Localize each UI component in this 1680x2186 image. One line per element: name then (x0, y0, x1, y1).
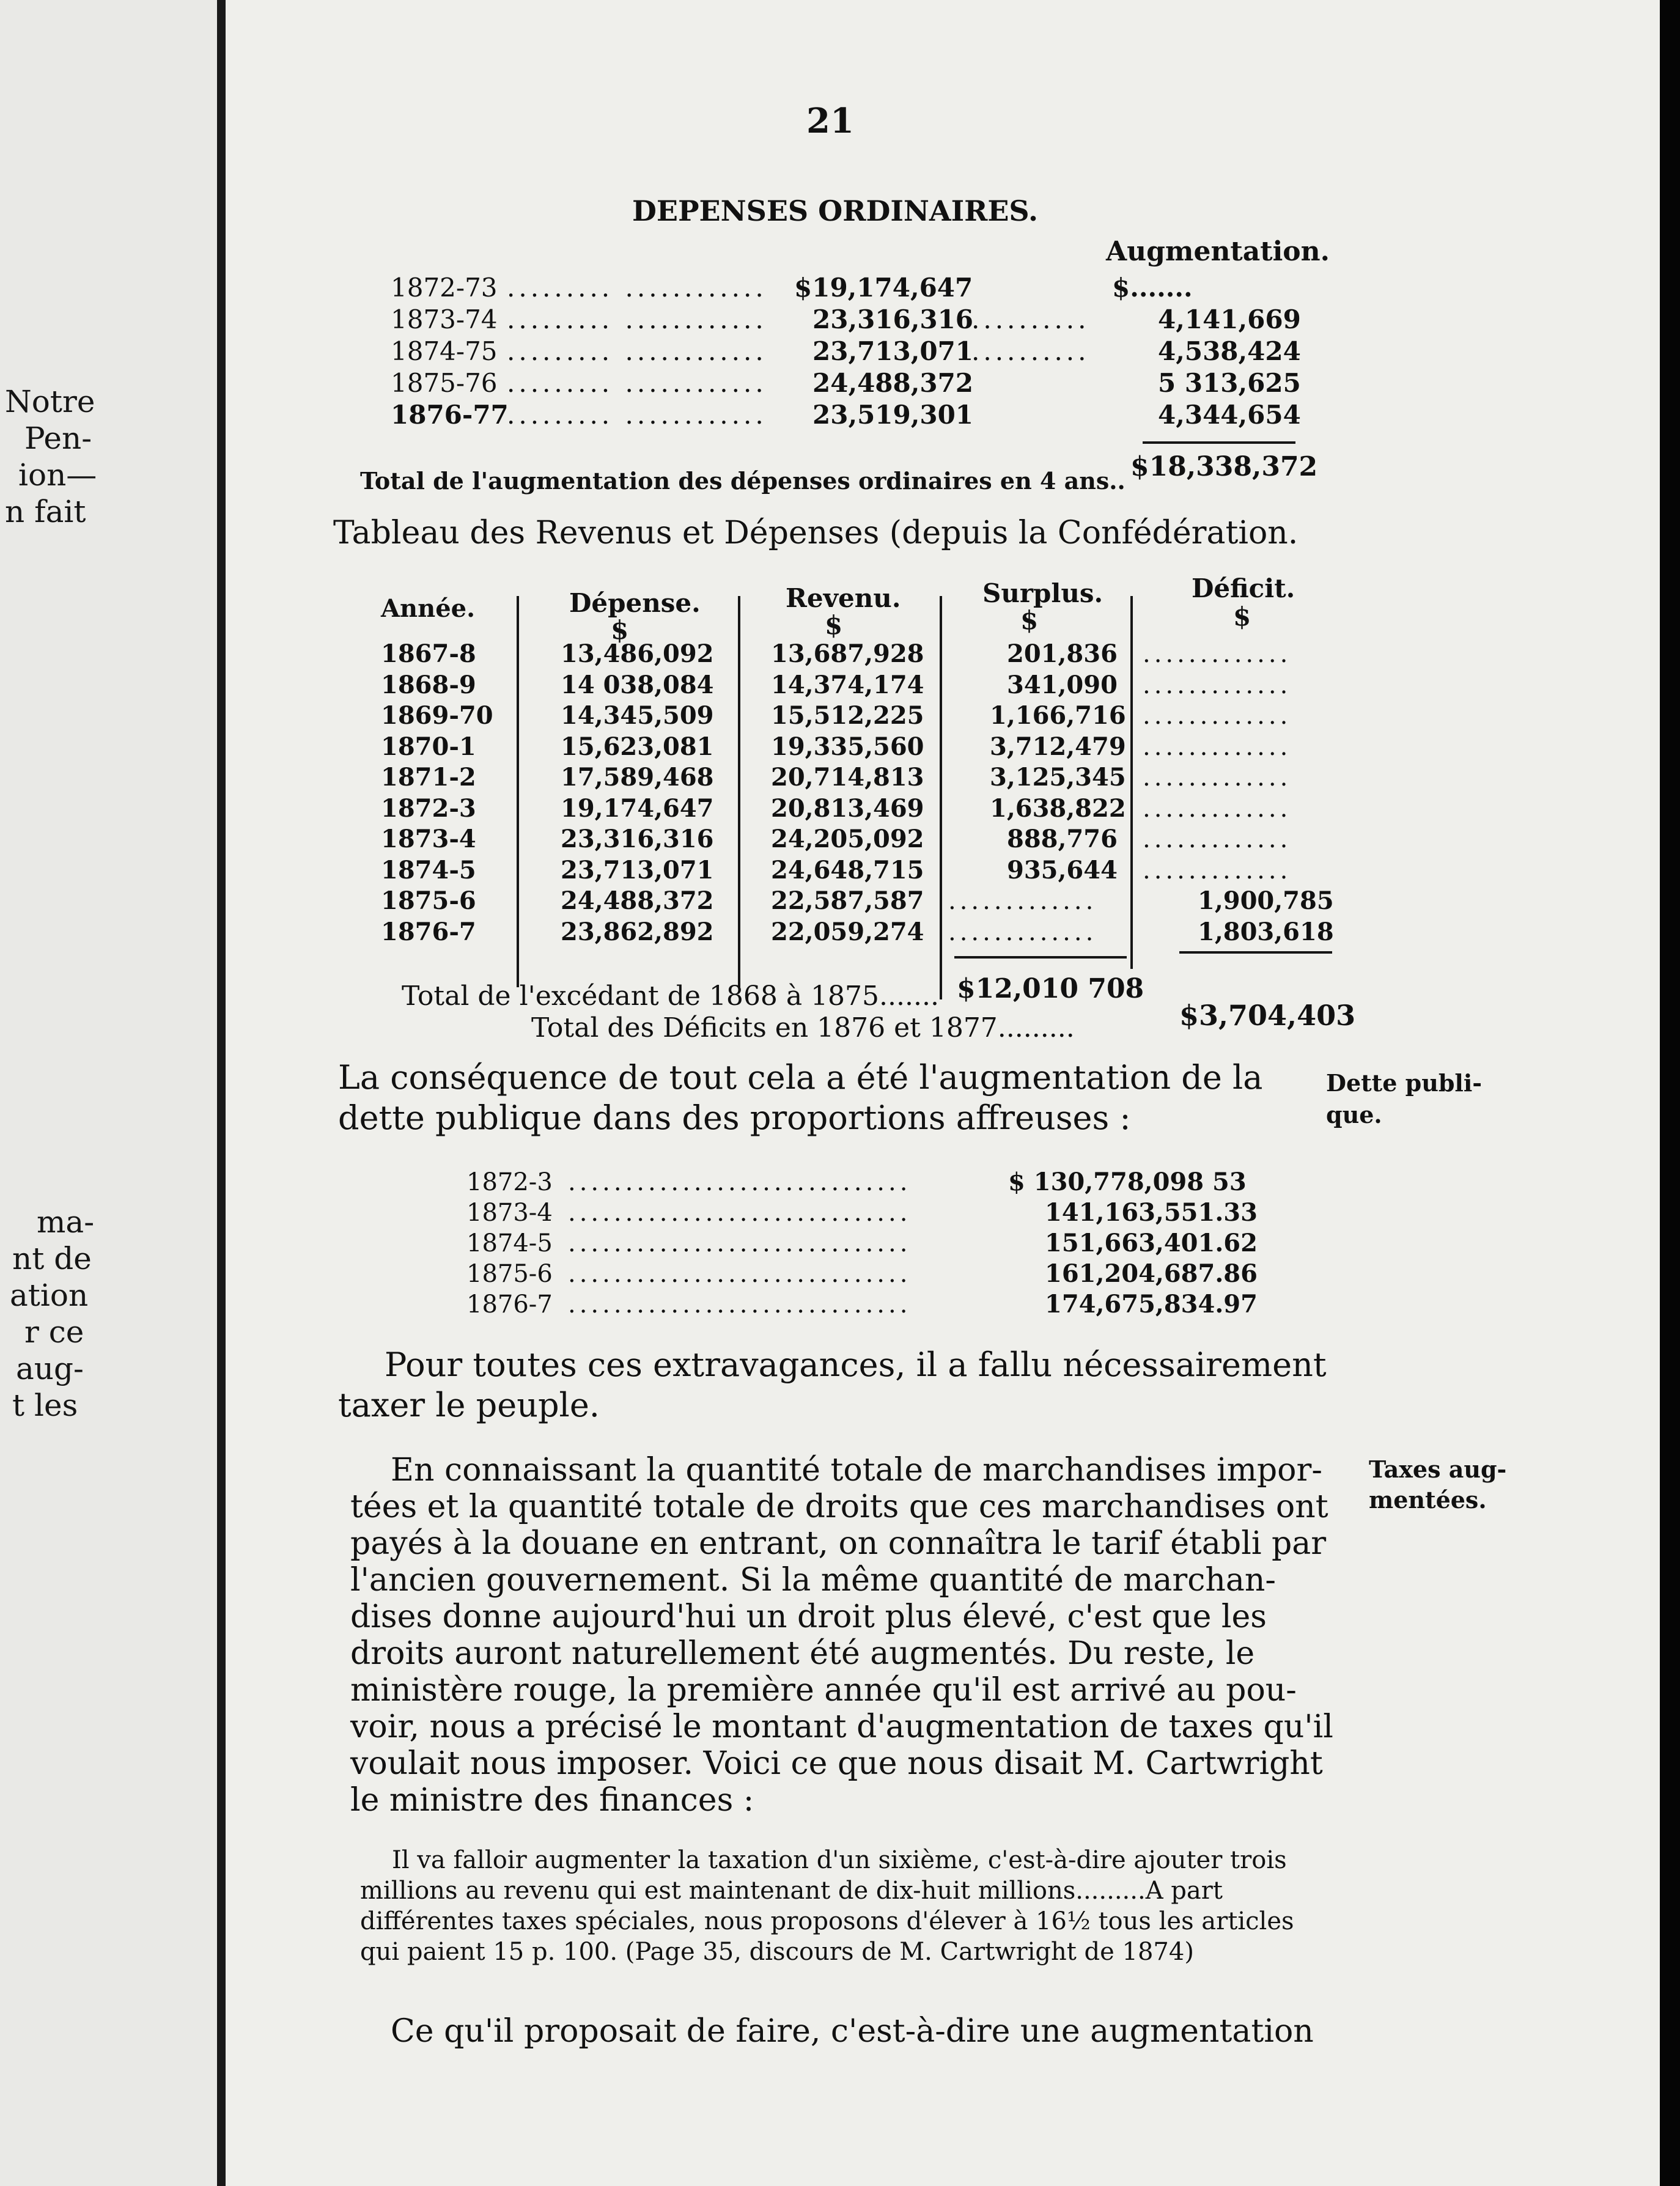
table-cell-revenu: 24,648,715 (771, 855, 924, 885)
table-cell-deficit-empty: ............. (1143, 794, 1292, 823)
left-fragment: nt de (12, 1241, 92, 1276)
paragraph-line: Pour toutes ces extravagances, il a fallu nécessairement (385, 1345, 1327, 1384)
debt-amount: 141,163,551.33 (1045, 1198, 1258, 1227)
debt-paragraph-line: dette publique dans des proportions affreuses : (338, 1099, 1131, 1137)
ordinary-aug: 5 313,625 (1158, 368, 1301, 398)
paragraph-line: ministère rouge, la première année qu'il est arrivé au pou- (350, 1672, 1297, 1709)
table-cell-deficit-empty: ............. (1143, 732, 1292, 761)
leader-dots: ......... ............ (507, 273, 767, 303)
debt-amount: $ 130,778,098 53 (1008, 1168, 1247, 1196)
page-number: 21 (806, 101, 854, 141)
leader-dots: .............................. (568, 1168, 912, 1196)
table-cell-surplus: 3,125,345 (990, 763, 1126, 792)
paragraph-line: dises donne aujourd'hui un droit plus élevé, c'est que les (350, 1599, 1267, 1635)
margin-note-dette: que. (1326, 1101, 1382, 1128)
table-cell-deficit-empty: ............. (1143, 702, 1292, 730)
ordinary-amount: $19,174,647 (794, 273, 973, 303)
column-rule (517, 596, 519, 987)
table-cell-year: 1875-6 (381, 886, 476, 915)
debt-year: 1872-3 (466, 1168, 553, 1196)
debt-amount: 174,675,834.97 (1045, 1290, 1258, 1319)
table-cell-depense: 17,589,468 (561, 763, 714, 792)
table-header-surplus: Surplus. (982, 578, 1103, 608)
ordinary-total-label: Total de l'augmentation des dépenses ordinaires en 4 ans.. (360, 467, 1126, 495)
debt-amount: 151,663,401.62 (1045, 1229, 1258, 1257)
quote-line: qui paient 15 p. 100. (Page 35, discours de M. Cartwright de 1874) (360, 1938, 1194, 1966)
currency-symbol: $ (1233, 602, 1251, 631)
column-rule (738, 596, 740, 987)
quote-line: Il va falloir augmenter la taxation d'un sixième, c'est-à-dire ajouter trois (392, 1846, 1287, 1874)
right-page (226, 0, 1660, 2186)
left-fragment: ation (10, 1278, 89, 1313)
leader-dots: .............................. (568, 1229, 912, 1257)
debt-year: 1874-5 (466, 1229, 553, 1257)
table-cell-surplus-empty: ............. (948, 918, 1097, 946)
table-cell-year: 1876-7 (381, 917, 476, 946)
total-excedant-value: $12,010 708 (957, 973, 1144, 1004)
table-cell-year: 1868-9 (381, 670, 476, 699)
currency-symbol: $ (825, 610, 843, 640)
ordinary-year: 1874-75 (391, 336, 498, 366)
ordinary-amount: 23,316,316 (812, 304, 974, 334)
table-cell-surplus-empty: ............. (948, 887, 1097, 915)
table-header-year: Année. (381, 594, 476, 623)
leader-dots: .......... (971, 304, 1090, 334)
debt-year: 1873-4 (466, 1199, 553, 1227)
left-fragment: n fait (5, 494, 86, 529)
left-fragment: ion— (18, 457, 97, 493)
final-line: Ce qu'il proposait de faire, c'est-à-dire une augmentation (391, 2013, 1314, 2050)
left-fragment: t les (12, 1388, 78, 1423)
table-cell-depense: 24,488,372 (561, 886, 714, 915)
paragraph-line: En connaissant la quantité totale de marchandises impor- (391, 1452, 1322, 1489)
column-rule (940, 596, 942, 999)
ordinary-amount: 23,713,071 (812, 336, 974, 366)
total-excedant-label: Total de l'excédant de 1868 à 1875....... (402, 981, 939, 1012)
leader-dots: .............................. (568, 1260, 912, 1288)
ordinary-total-value: $18,338,372 (1130, 451, 1318, 482)
leader-dots: .............................. (568, 1199, 912, 1227)
left-fragment: Pen- (24, 421, 92, 456)
ordinary-row (226, 275, 1660, 308)
ordinary-year: 1876-77 (391, 400, 509, 430)
currency-symbol: $ (1020, 605, 1039, 635)
ordinary-year: 1873-74 (391, 304, 498, 334)
paragraph-line: payés à la douane en entrant, on connaîtra le tarif établi par (350, 1525, 1327, 1562)
table-cell-depense: 19,174,647 (561, 793, 714, 823)
table-cell-deficit-empty: ............. (1143, 640, 1292, 668)
ordinary-aug: $....... (1112, 273, 1193, 303)
quote-line: millions au revenu qui est maintenant de dix-huit millions.........A part (360, 1877, 1223, 1905)
quote-line: différentes taxes spéciales, nous proposons d'élever à 16½ tous les articles (360, 1907, 1294, 1935)
table-cell-year: 1869-70 (381, 701, 493, 730)
ordinary-year: 1872-73 (391, 273, 498, 303)
table-cell-deficit-empty: ............. (1143, 856, 1292, 885)
ordinary-row (226, 370, 1660, 403)
table-cell-surplus: 3,712,479 (990, 732, 1126, 761)
table-cell-year: 1872-3 (381, 793, 476, 823)
table-cell-revenu: 14,374,174 (771, 670, 924, 699)
table-cell-surplus: 1,638,822 (990, 793, 1126, 823)
paragraph-line: voir, nous a précisé le montant d'augmentation de taxes qu'il (350, 1709, 1333, 1745)
ordinary-col-header: Augmentation. (1106, 236, 1330, 267)
ordinary-aug: 4,344,654 (1158, 400, 1301, 430)
table-cell-year: 1867-8 (381, 639, 476, 668)
paragraph-line: le ministre des finances : (350, 1782, 754, 1819)
leader-dots: ......... ............ (507, 400, 767, 430)
table-cell-depense: 13,486,092 (561, 639, 714, 668)
table-cell-deficit-empty: ............. (1143, 825, 1292, 853)
left-fragment: ma- (37, 1204, 95, 1240)
table-cell-surplus: 1,166,716 (990, 701, 1126, 730)
paragraph-line: tées et la quantité totale de droits que ces marchandises ont (350, 1489, 1328, 1525)
table-cell-revenu: 20,813,469 (771, 793, 924, 823)
table-cell-depense: 23,713,071 (561, 855, 714, 885)
currency-symbol: $ (611, 615, 629, 645)
table-cell-year: 1870-1 (381, 732, 476, 761)
leader-dots: ......... ............ (507, 304, 767, 334)
table-cell-revenu: 13,687,928 (771, 639, 924, 668)
ordinary-amount: 23,519,301 (812, 400, 974, 430)
table-header-depense: Dépense. (569, 588, 701, 618)
ordinary-aug: 4,538,424 (1158, 336, 1301, 366)
leader-dots: ......... ............ (507, 336, 767, 366)
ordinary-year: 1875-76 (391, 368, 498, 398)
table-cell-depense: 15,623,081 (561, 732, 714, 761)
table-cell-year: 1874-5 (381, 855, 476, 885)
table-cell-year: 1871-2 (381, 763, 476, 792)
table-cell-revenu: 20,714,813 (771, 763, 924, 792)
table-cell-depense: 14 038,084 (561, 670, 714, 699)
table-cell-revenu: 22,587,587 (771, 886, 924, 915)
ordinary-row (226, 336, 1660, 372)
left-fragment: Notre (5, 384, 95, 419)
table-cell-surplus: 201,836 (1007, 639, 1118, 668)
table-cell-surplus: 935,644 (1007, 855, 1118, 885)
table-header-revenu: Revenu. (786, 583, 901, 613)
table-cell-revenu: 22,059,274 (771, 917, 924, 946)
margin-note-dette: Dette publi- (1326, 1069, 1483, 1097)
paragraph-line: taxer le peuple. (338, 1386, 600, 1424)
ordinary-title: DEPENSES ORDINAIRES. (632, 194, 1039, 227)
table-cell-surplus: 888,776 (1007, 825, 1118, 853)
debt-amount: 161,204,687.86 (1045, 1259, 1258, 1288)
debt-year: 1875-6 (466, 1260, 553, 1288)
leader-dots: .......... (971, 336, 1090, 366)
surplus-rule (954, 956, 1127, 959)
deficit-rule (1179, 951, 1332, 954)
margin-note-taxes: Taxes aug- (1369, 1455, 1507, 1483)
table-cell-surplus: 341,090 (1007, 670, 1118, 699)
paragraph-line: voulait nous imposer. Voici ce que nous disait M. Cartwright (350, 1745, 1323, 1782)
table-cell-deficit: 1,900,785 (1198, 886, 1334, 915)
left-fragment: r ce (24, 1314, 84, 1350)
table-cell-depense: 23,862,892 (561, 917, 714, 946)
ordinary-rule (1143, 441, 1295, 444)
table-cell-deficit-empty: ............. (1143, 764, 1292, 792)
table-cell-revenu: 15,512,225 (771, 701, 924, 730)
table-cell-depense: 23,316,316 (561, 825, 714, 853)
ordinary-row (226, 304, 1660, 340)
column-rule (1130, 596, 1133, 969)
debt-paragraph-line: La conséquence de tout cela a été l'augmentation de la (338, 1058, 1263, 1097)
ordinary-row (226, 402, 1660, 435)
left-page (0, 0, 217, 2186)
leader-dots: .............................. (568, 1290, 912, 1319)
total-deficits-value: $3,704,403 (1179, 999, 1356, 1032)
debt-year: 1876-7 (466, 1290, 553, 1319)
ordinary-amount: 24,488,372 (812, 368, 974, 398)
table-header-deficit: Déficit. (1192, 573, 1295, 603)
paragraph-line: l'ancien gouvernement. Si la même quantité de marchan- (350, 1562, 1276, 1599)
page-gutter (217, 0, 226, 2186)
table-cell-revenu: 24,205,092 (771, 825, 924, 853)
table-cell-year: 1873-4 (381, 825, 476, 853)
table-cell-deficit-empty: ............. (1143, 671, 1292, 699)
table-cell-depense: 14,345,509 (561, 701, 714, 730)
total-deficits-label: Total des Déficits en 1876 et 1877......... (531, 1012, 1075, 1043)
table-cell-deficit: 1,803,618 (1198, 917, 1334, 946)
paragraph-line: droits auront naturellement été augmentés. Du reste, le (350, 1635, 1255, 1672)
table-title: Tableau des Revenus et Dépenses (depuis la Confédération. (333, 515, 1299, 551)
table-cell-revenu: 19,335,560 (771, 732, 924, 761)
leader-dots: ......... ............ (507, 368, 767, 398)
left-fragment: aug- (16, 1351, 84, 1386)
ordinary-aug: 4,141,669 (1158, 304, 1301, 334)
page-edge (1660, 0, 1680, 2186)
margin-note-taxes: mentées. (1369, 1486, 1487, 1514)
